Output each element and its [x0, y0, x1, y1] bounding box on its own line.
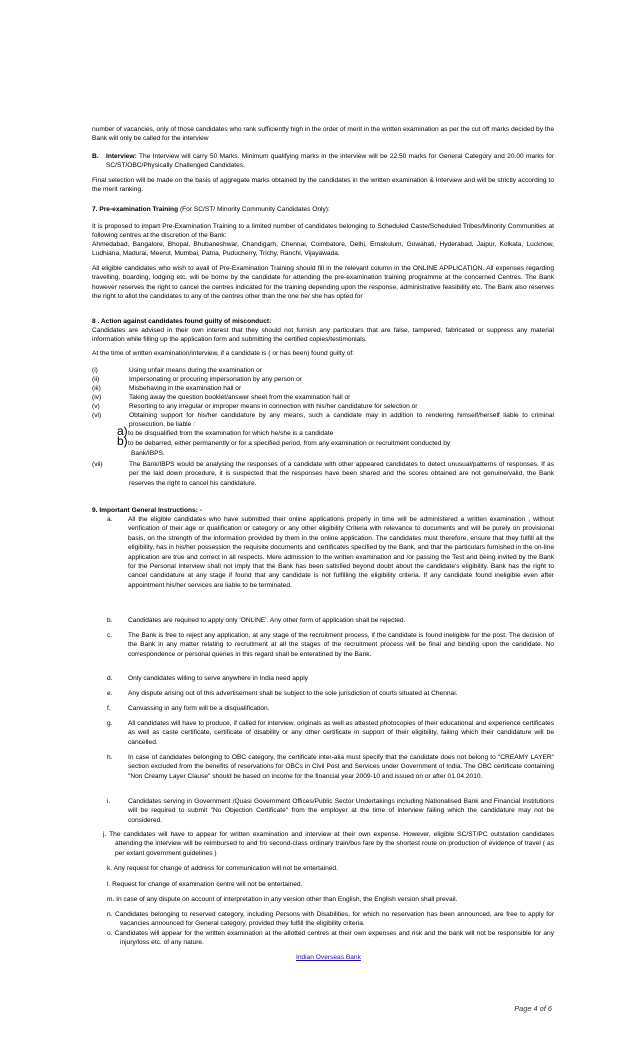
- interview-bold: Interview:: [106, 153, 137, 160]
- penalty-letter: a): [117, 424, 128, 438]
- instruction-o: o. Candidates will appear for the written examination at the allotted centres at their own expenses and risk and the bank will not be responsible for any injury/loss etc. of any nature.: [107, 930, 554, 947]
- instruction-letter: h.: [107, 754, 113, 761]
- instruction-text: All candidates will have to produce, if called for interview, originals as well as attested photocopies of their educational and experience certificates as well as caste certificate, certificate of disability or any other certificate in support of their eligibility, failing which their candidature will be cancelled.: [128, 720, 554, 746]
- section-8-paragraph-1: Candidates are advised in their own interest that they should not furnish any particulars that are false, tampered, fabricated or suppress any material information while filling up the application form and submitting the certified copies/testimonials.: [92, 327, 554, 344]
- instruction-letter: i.: [107, 798, 111, 805]
- misconduct-number: (iii): [92, 385, 101, 392]
- instruction-text: All the eligible candidates who have submitted their online applications properly in time will be administered a written examination , without verification of their age or qualification or category or any other eligibility Criteria with relevance to documents and will be purely on provisional basis, on the strength of the information provided by them in the online application. The candidates must therefore, ensure that they fulfill all the eligibility, has in his/her possession the requisite documents and certificates specified by the Bank, and that the particulars furnished in the on-line application are true and correct in all respects. Mere admission to the written examination and /or passing the Test and being invited by the Bank for the Personal Interview shall not imply that the Bank has been satisfied beyond doubt about the candidate's eligibility. Bank has the right to cancel candidature at any stage if found that any candidate is not fulfilling the eligibility criteria. If any candidate found ineligible even after appointment his/her services are liable to be terminated.: [128, 516, 554, 589]
- instruction-letter: c.: [107, 632, 113, 639]
- bank-link[interactable]: Indian Overseas Bank: [296, 954, 361, 961]
- instruction-letter: b.: [107, 617, 113, 624]
- instruction-k: k. Any request for change of address for communication will not be entertained.: [107, 865, 338, 872]
- misconduct-text: Resorting to any irregular or improper means in connection with his/her candidature for selection or: [129, 403, 418, 410]
- instruction-n: n. Candidates belonging to reserved category, including Persons with Disabilities, for which no reservation has been announced, are free to apply for vacancies announced for General category, provided they fulfill the eligibility criteria.: [107, 911, 554, 928]
- penalty-text: to be disqualified from the examination for which he/she is a candidate: [128, 430, 334, 437]
- instruction-text: Candidates serving in Government /Quasi Government Offices/Public Sector Undertakings including Nationalised Bank and Financial Institutions will be required to submit "No Objection Certificate" from the employer at the time of interview failing which the candidature may not be considered.: [128, 798, 554, 824]
- instruction-text: Canvassing in any form will be a disqualification.: [128, 705, 270, 712]
- misconduct-text: Obtaining support for his/her candidature by any means, such a candidate may in addition to rendering himself/herself liable to criminal prosecution, be liable :: [129, 412, 554, 429]
- misconduct-text: Taking away the question booklet/answer sheet from the examination hall or: [129, 394, 351, 401]
- instruction-text: Candidates are required to apply only 'ONLINE'. Any other form of application shall be rejected.: [128, 617, 406, 624]
- misconduct-number: (v): [92, 403, 100, 410]
- misconduct-text: Misbehaving in the examination hall or: [129, 385, 242, 392]
- instruction-letter: g.: [107, 720, 113, 727]
- penalty-letter: b): [117, 434, 128, 448]
- misconduct-text: Using unfair means during the examination or: [129, 367, 263, 374]
- section-7-paragraph-2: All eligible candidates who wish to avail of Pre-Examination Training should fill in the relevant column in the ONLINE APPLICATION. All expenses regarding travelling, boarding, lodging etc. will be borne by the candidate for attending the pre-examination training programme at the concerned Centres. The Bank however reserves the right to cancel the centres indicated for the training depending upon the response, administrative feasibility etc. The Bank also reserves the right to allot the candidates to any of the centres other than the one he/ she has opted for: [92, 265, 554, 301]
- misconduct-number: (ii): [92, 376, 100, 383]
- misconduct-number: (iv): [92, 394, 102, 401]
- misconduct-text: The Bank/IBPS would be analysing the responses of a candidate with other appeared candidates to detect unusual/patterns of responses. If as per the laid down procedure, it is suspected that the responses have been shared and the scores obtained are not genuine/valid, the Bank reserves the right to cancel his candidature.: [129, 461, 554, 487]
- section-7-paragraph-1: It is proposed to impart Pre-Examination Training to a limited number of candidates belonging to Scheduled Caste/Scheduled Tribes/Minority Communities at following centres at the discretion of the Bank:: [92, 223, 554, 240]
- page-number: Page 4 of 6: [514, 1004, 552, 1013]
- intro-paragraph: number of vacancies, only of those candidates who rank sufficiently high in the order of merit in the written examination as per the cut off marks decided by the Bank will only be called for the interview: [92, 126, 554, 143]
- instruction-letter: e.: [107, 690, 113, 697]
- instruction-text: The Bank is free to reject any application, at any stage of the recruitment process, if the candidate is found ineligible for the post. The decision of the Bank in any matter relating to recruitment at all the stages of the recruitment process will be final and binding upon the candidate. No correspondence or personal queries in this regard shall be enteratined by the Bank.: [128, 632, 554, 658]
- instruction-text: In case of candidates belonging to OBC category, the certificate inter-alia must specify that the candidate does not belong to "CREAMY LAYER" section excluded from the benefits of reservations for OBCs in Civil Post and Services under Government of India. The OBC certificate containing "Non Creamy Layer Clause" should be based on income for the financial year 2009-10 and issued on or after 01.04.2010.: [128, 754, 554, 780]
- interview-label: B.: [92, 153, 99, 160]
- instruction-m: m. In case of any dispute on account of interpretation in any version other than English, the English version shall prevail.: [107, 896, 458, 903]
- final-selection-paragraph: Final selection will be made on the basis of aggregate marks obtained by the candidates in the written examination & Interview and will be strictly according to the merit ranking.: [92, 177, 554, 194]
- section-8-heading: 8 . Action against candidates found guilty of misconduct:: [92, 318, 272, 325]
- instruction-l: l. Request for change of examination centre will not be entertained.: [107, 881, 303, 888]
- penalty-text: to be debarred, either permanently or for a specified period, from any examination or recruitment conducted by: [128, 440, 451, 447]
- section-7-heading: [92, 205, 554, 214]
- instruction-letter: d.: [107, 675, 113, 682]
- misconduct-number: (i): [92, 367, 98, 374]
- section-8-paragraph-2: At the time of written examination/interview, if a candidate is ( or has been) found guilty of:: [92, 350, 355, 357]
- misconduct-number: (vii): [92, 461, 103, 468]
- instruction-text: Only candidates willing to serve anywhere in India need apply: [128, 675, 308, 682]
- instruction-letter: a.: [107, 516, 113, 523]
- section-7-heading-bold: 7. Pre-examination Training: [92, 206, 179, 213]
- instruction-letter: f.: [107, 705, 111, 712]
- section-9-heading: 9. Important General Instructions: -: [92, 507, 202, 514]
- interview-text: [106, 152, 554, 171]
- misconduct-number: (vi): [92, 412, 102, 419]
- penalty-continuation: Bank/IBPS.: [131, 450, 165, 457]
- interview-detail: The Interview will carry 50 Marks. Minimum qualifying marks in the interview will be 22.50 marks for General Category and 20.00 marks for SC/ST/OBC/Physically Challenged Candidates.: [106, 153, 554, 170]
- instruction-text: Any dispute arising out of this advertisement shall be subject to the sole jurisdiction of courts situated at Chennai.: [128, 690, 458, 697]
- section-7-centres: Ahmedabad, Bangalore, Bhopal, Bhubaneshwar, Chandigarh, Chennai, Coimbatore, Delhi, Ernakulum, Guwahati, Hyderabad, Jaipur, Kolkata, Lucknow, Ludhiana, Madurai, Meerut, Mumbai, Patna, Puducherry, Trichy, Ranchi, Vijayawada.: [92, 241, 554, 258]
- instruction-j: j. The candidates will have to appear for written examination and interview at their own expense. However, eligible SC/ST/PC outstation candidates attending the interview will be reimbursed to and fro second-class ordinary train/bus fare by the shortest route on production of evidence of travel ( as per extant government guidelines ): [103, 831, 554, 857]
- section-7-heading-rest: (For SC/ST/ Minority Community Candidates Only):: [178, 206, 330, 213]
- misconduct-text: Impersonating or procuring impersonation by any person or: [129, 376, 302, 383]
